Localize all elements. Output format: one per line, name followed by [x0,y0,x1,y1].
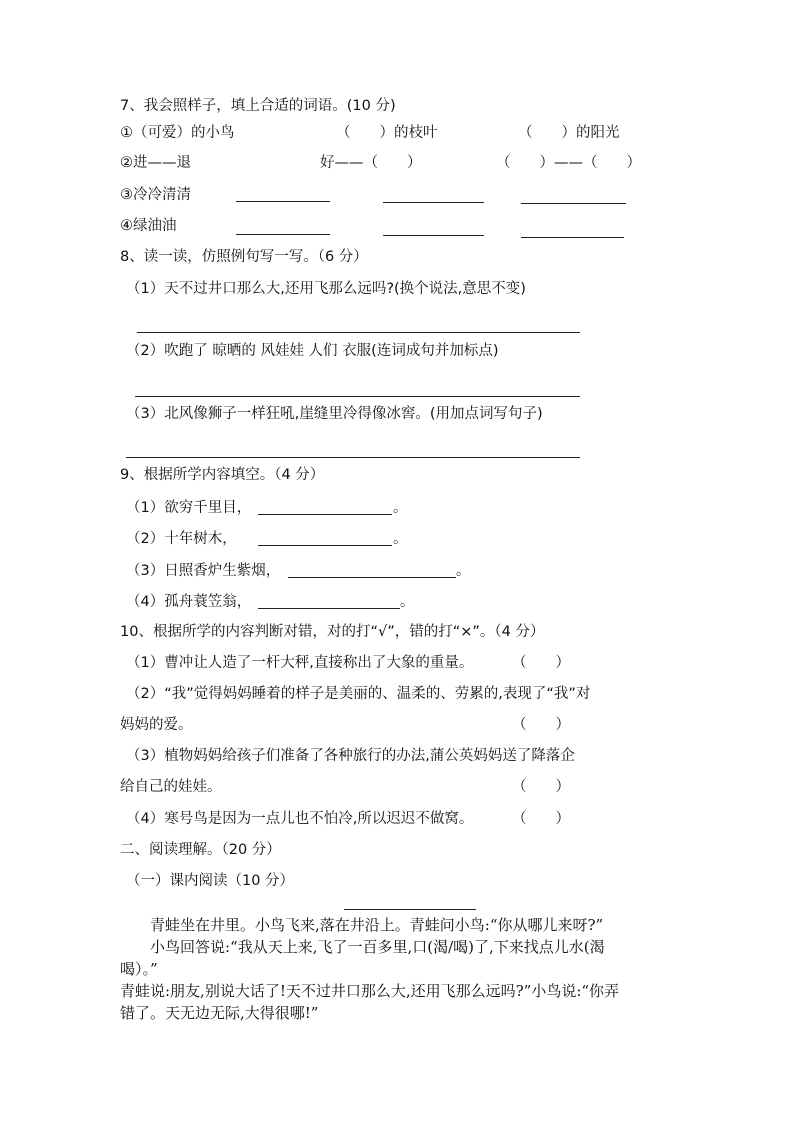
passage-line-2: 小鸟回答说:“我从天上来,飞了一百多里,口(渴/喝)了,下来找点儿水(渴 [150,938,605,956]
q7-row4-example: ④绿油油 [120,218,177,234]
passage-title-blank[interactable] [344,909,476,910]
section2-title: 二、阅读理解。（20 分） [120,842,281,858]
q10-item-4: （4）寒号鸟是因为一点儿也不怕冷,所以迟迟不做窝。 [126,811,474,827]
section2-subtitle: （一）课内阅读（10 分） [126,873,295,889]
q7-row2-blank-b[interactable]: 好——（ ） [320,155,422,171]
q7-row3-example: ③冷冷清清 [120,187,191,203]
q9-item-1-blank[interactable] [258,514,392,515]
q10-item-3-line-2: 给自己的娃娃。 [120,779,222,795]
q10-item-3-answer[interactable]: （ ） [512,779,570,795]
q7-row4-blank-3[interactable] [521,237,624,238]
q10-title: 10、根据所学的内容判断对错，对的打“√”，错的打“×”。（4 分） [120,624,545,640]
q7-row4-blank-1[interactable] [236,234,330,235]
passage-line-4: 青蛙说:朋友,别说大话了!天不过井口那么大,还用飞那么远吗?”小鸟说:“你弄 [120,982,620,1000]
q9-item-2-suffix: 。 [393,531,408,547]
q7-row1-example: ①（可爱）的小鸟 [120,125,235,141]
q8-item-1: （1）天不过井口那么大,还用飞那么远吗?(换个说法,意思不变) [126,281,526,297]
q10-item-3-line-1: （3）植物妈妈给孩子们准备了各种旅行的办法,蒲公英妈妈送了降落企 [126,748,575,764]
q9-item-2-blank[interactable] [258,545,392,546]
q9-item-3-blank[interactable] [288,577,456,578]
passage-line-1: 青蛙坐在井里。小鸟飞来,落在井沿上。青蛙问小鸟:“你从哪儿来呀?” [150,916,604,934]
q10-item-2-line-1: （2）“我”觉得妈妈睡着的样子是美丽的、温柔的、劳累的,表现了“我”对 [126,686,591,702]
q7-row2-example: ②进——退 [120,155,191,171]
q7-row3-blank-1[interactable] [236,201,330,202]
passage-line-5: 错了。天无边无际,大得很哪!” [120,1004,319,1022]
q9-item-1-prefix: （1）欲穷千里目， [126,500,252,516]
q9-item-4-prefix: （4）孤舟蓑笠翁， [126,594,252,610]
q10-item-4-answer[interactable]: （ ） [512,811,570,827]
q9-title: 9、根据所学内容填空。（4 分） [120,467,325,483]
q7-row3-blank-2[interactable] [383,202,484,203]
q9-item-3-suffix: 。 [456,563,471,579]
passage-line-3: 喝）。” [120,960,158,978]
q10-item-1: （1）曹冲让人造了一杆大秤,直接称出了大象的重量。 [126,655,474,671]
q7-row3-blank-3[interactable] [521,203,626,204]
q8-answer-line-2[interactable] [135,396,580,397]
q9-item-4-suffix: 。 [400,594,415,610]
q9-item-3-prefix: （3）日照香炉生紫烟， [126,563,281,579]
q8-item-3: （3）北风像狮子一样狂吼,崖缝里冷得像冰窖。(用加点词写句子) [126,406,543,422]
q7-row4-blank-2[interactable] [383,235,484,236]
q8-title: 8、读一读，仿照例句写一写。（6 分） [120,249,368,265]
q7-title: 7、我会照样子，填上合适的词语。(10 分) [120,98,396,114]
q8-answer-line-1[interactable] [137,332,580,333]
q9-item-4-blank[interactable] [258,608,400,609]
q8-answer-line-3[interactable] [126,457,580,458]
q9-item-1-suffix: 。 [393,500,408,516]
q7-row2-blank-c[interactable]: （ ）——（ ） [496,155,641,171]
q10-item-1-answer[interactable]: （ ） [512,655,570,671]
q10-item-2-answer[interactable]: （ ） [512,717,570,733]
q7-row1-blank-b[interactable]: （ ）的枝叶 [336,125,438,141]
q10-item-2-line-2: 妈妈的爱。 [120,717,193,733]
q8-item-2: （2）吹跑了 晾晒的 风娃娃 人们 衣服(连词成句并加标点) [126,343,499,359]
q7-row1-blank-c[interactable]: （ ）的阳光 [518,125,620,141]
q9-item-2-prefix: （2）十年树木， [126,531,237,547]
